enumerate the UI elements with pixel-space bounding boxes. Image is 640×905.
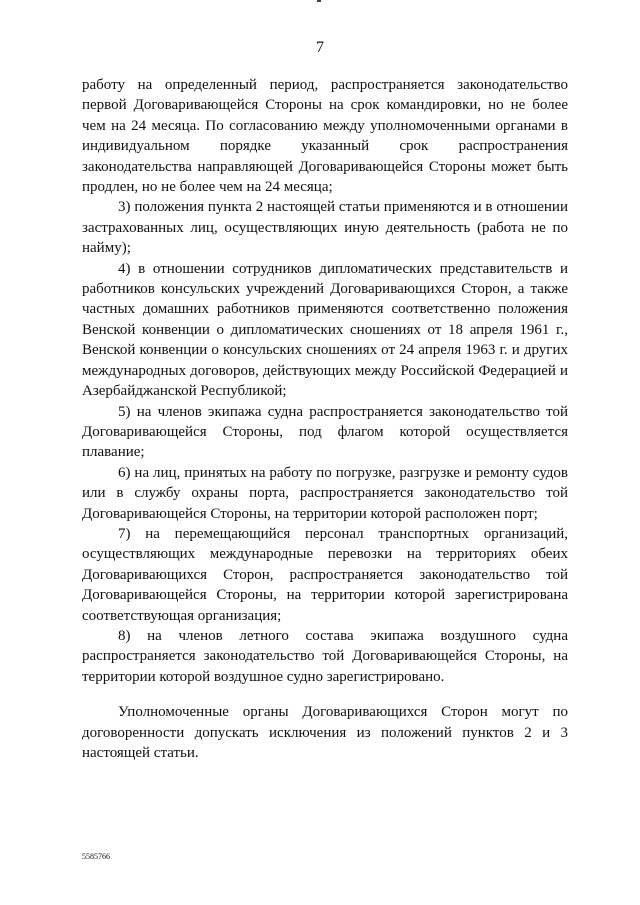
paragraph-exceptions: Уполномоченные органы Договаривающихся Сторон могут по договоренности допускать исключения из положений пунктов 2 и 3 настоящей статьи. xyxy=(82,704,568,761)
paragraph-item-4: 4) в отношении сотрудников дипломатических представительств и работников консульских учреждений Договаривающихся Сторон, а также частных домашних работников применяются соответственно положения Венской конвенции о дипломатических сношениях от 18 апреля 1961 г., Венской конвенции о консульских сношениях от 24 апреля 1963 г. и других международных договоров, действующих между Российской Федерацией и Азербайджанской Республикой; xyxy=(82,260,568,400)
paragraph-item-8: 8) на членов летного состава экипажа воздушного судна распространяется законодательство той Договаривающейся Стороны, на территории которой воздушное судно зарегистрировано. xyxy=(82,627,568,685)
document-code: 5585766 xyxy=(82,852,110,861)
paragraph-item-7: 7) на перемещающийся персонал транспортных организаций, осуществляющих международные перевозки на территориях обеих Договаривающихся Сторон, распространяется законодательство той Договаривающейся Стороны, на территории которой зарегистрирована соответствующая организация; xyxy=(82,525,568,624)
paragraph-item-6: 6) на лиц, принятых на работу по погрузке, разгрузке и ремонту судов или в службу охраны порта, распространяется законодательство той Договаривающейся Стороны, на территории которой расположен порт; xyxy=(82,464,568,522)
top-scan-mark xyxy=(317,0,321,2)
paragraph-item-3: 3) положения пункта 2 настоящей статьи применяются и в отношении застрахованных лиц, осуществляющих иную деятельность (работа не по найму); xyxy=(82,199,568,257)
document-body xyxy=(82,75,568,763)
page-number: 7 xyxy=(316,39,324,56)
paragraph-continuation: работу на определенный период, распространяется законодательство первой Договаривающейся Стороны на срок командировки, но не более чем на 24 месяца. По согласованию между уполномоченными органами в индивидуальном порядке указанный срок распространения законодательства направляющей Договаривающейся Стороны может быть продлен, но не более чем на 24 месяца; xyxy=(82,77,568,196)
paragraph-item-5: 5) на членов экипажа судна распространяется законодательство той Договаривающейся Стороны, под флагом которой осуществляется плавание; xyxy=(82,403,568,461)
